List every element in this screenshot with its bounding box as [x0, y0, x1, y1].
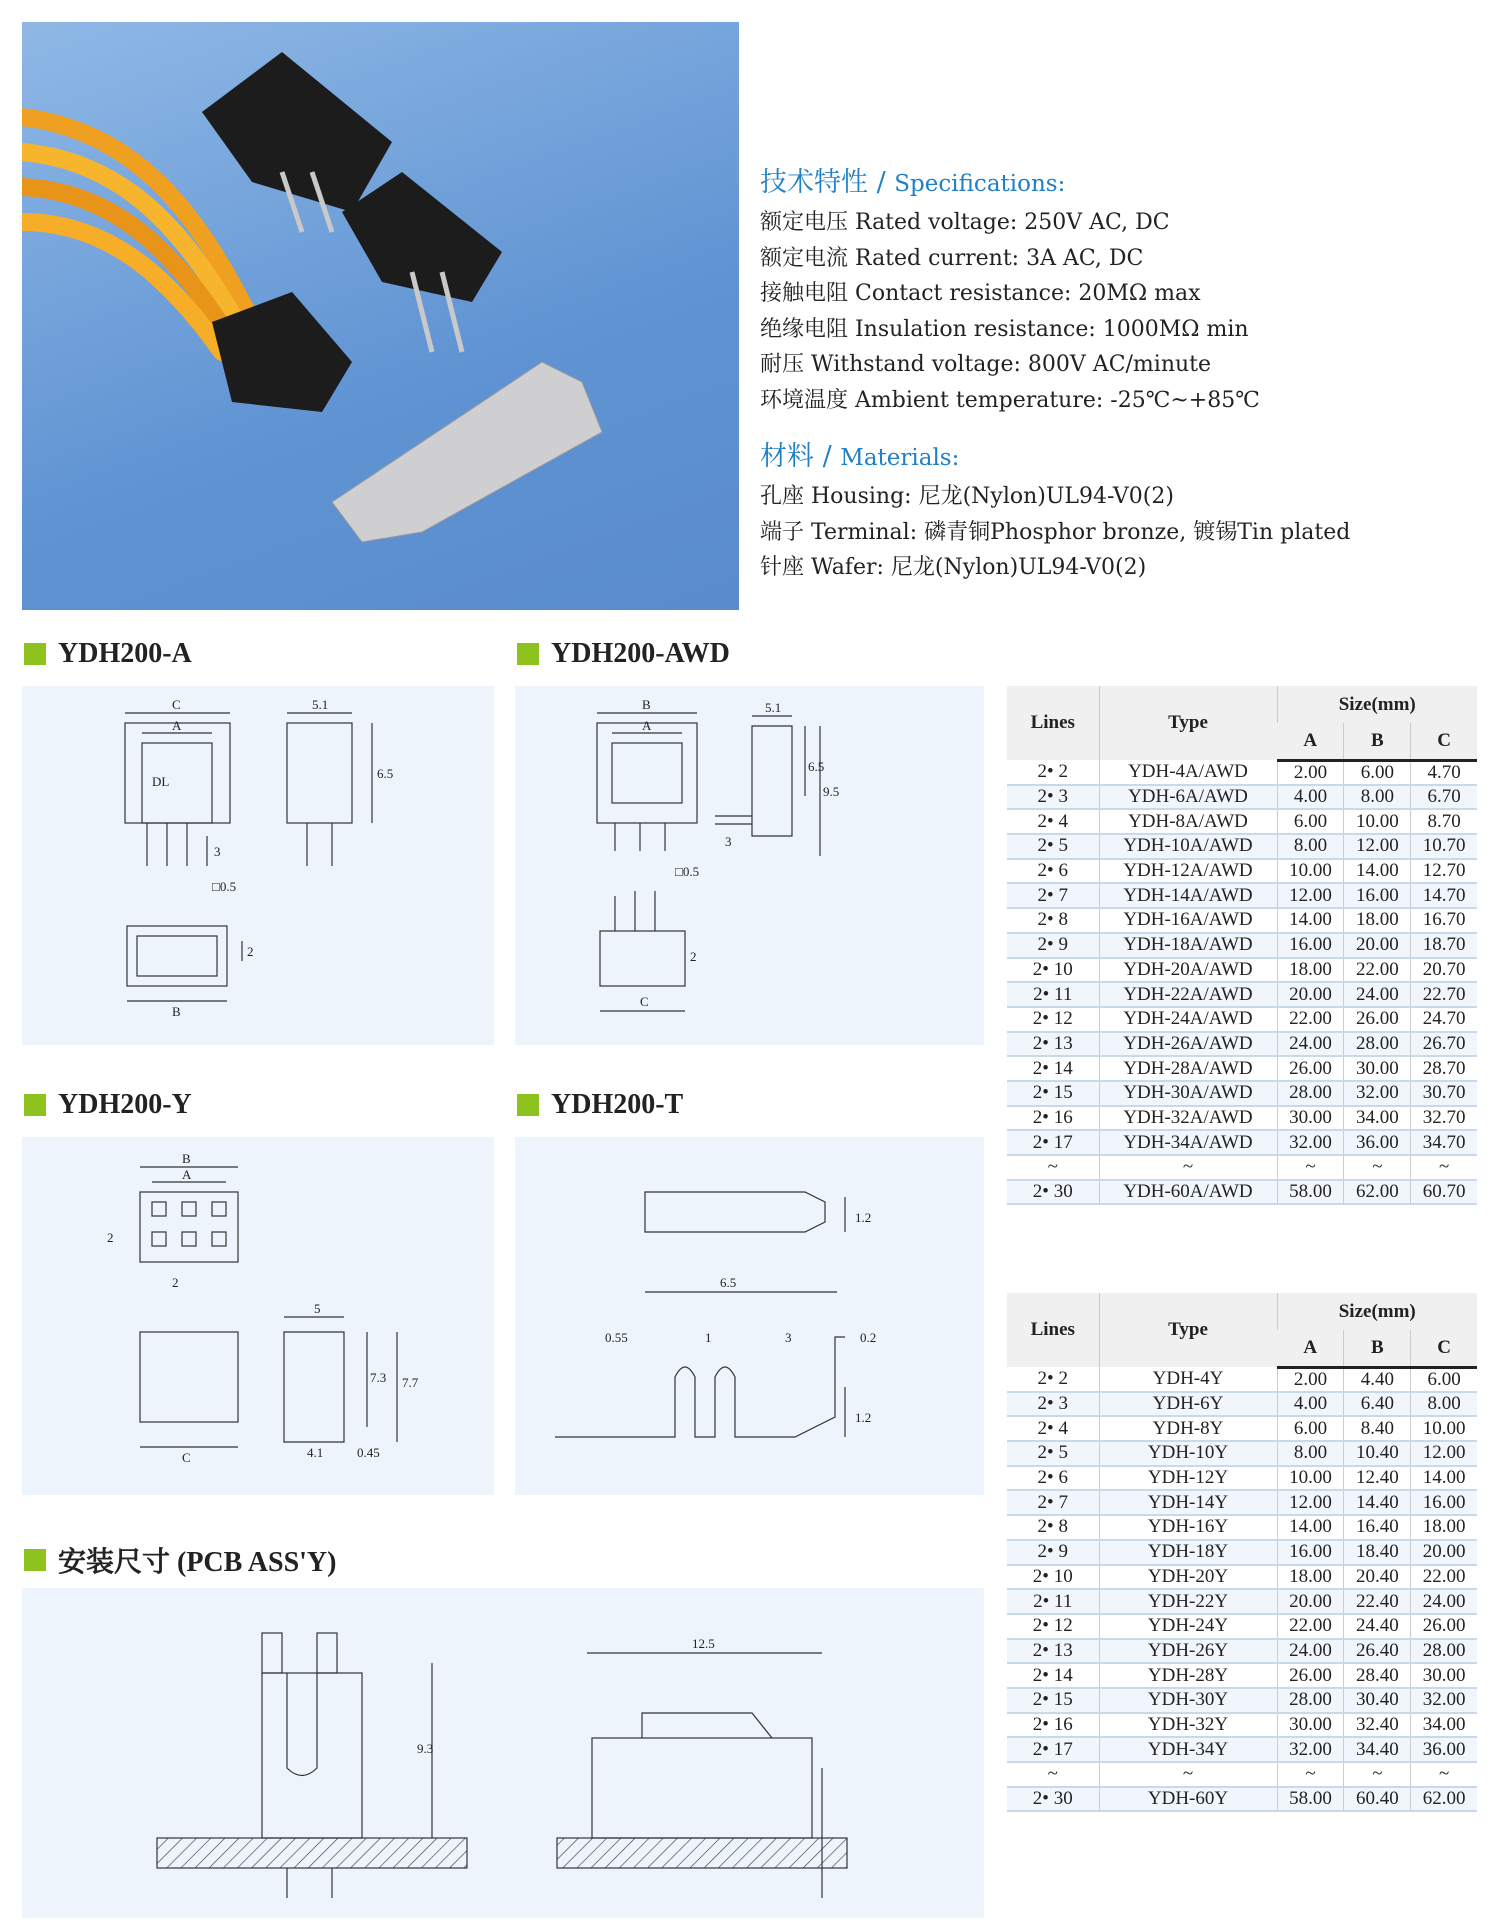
table-cell: YDH-28A/AWD	[1099, 1056, 1277, 1081]
table-cell: 24.00	[1344, 982, 1411, 1007]
table-cell: YDH-16Y	[1099, 1515, 1277, 1540]
drawing-ydh200-awd	[515, 686, 984, 1045]
table-cell: 22.00	[1277, 1007, 1344, 1032]
table-cell: 18.00	[1344, 908, 1411, 933]
table-cell: 6.00	[1277, 809, 1344, 834]
table-cell: 2• 5	[1007, 834, 1099, 859]
table-cell: 30.00	[1277, 1713, 1344, 1738]
table-row	[1007, 785, 1477, 810]
table-cell: 6.40	[1344, 1392, 1411, 1417]
table-cell: 58.00	[1277, 1180, 1344, 1205]
table-cell: 2• 13	[1007, 1032, 1099, 1057]
table-cell: 14.00	[1277, 908, 1344, 933]
dim-label: 1	[705, 1330, 712, 1345]
spec-item: 耐压 Withstand voltage: 800V AC/minute	[760, 352, 1212, 377]
table-cell: 32.00	[1411, 1688, 1477, 1713]
col-type: Type	[1099, 1293, 1277, 1367]
drawing-ydh200-a	[22, 686, 494, 1045]
table-cell: 30.70	[1411, 1081, 1477, 1106]
table-row	[1007, 1416, 1477, 1441]
table-cell: 20.70	[1411, 958, 1477, 983]
dim-label: 6.5	[808, 759, 825, 774]
table-cell: 18.70	[1411, 933, 1477, 958]
table-row	[1007, 1056, 1477, 1081]
table-cell: 24.00	[1411, 1589, 1477, 1614]
dim-label: A	[172, 718, 182, 733]
table-cell: YDH-6Y	[1099, 1392, 1277, 1417]
table-cell: 32.40	[1344, 1713, 1411, 1738]
table-cell: 60.40	[1344, 1787, 1411, 1812]
dim-label: C	[640, 994, 649, 1009]
bullet-square-icon	[24, 1094, 46, 1116]
col-a: A	[1277, 723, 1344, 760]
table-y-sizes	[1007, 1293, 1477, 1812]
table-row	[1007, 1540, 1477, 1565]
table-cell: 18.00	[1277, 958, 1344, 983]
table-cell: 2• 6	[1007, 859, 1099, 884]
table-row	[1007, 1007, 1477, 1032]
table-cell: 22.00	[1277, 1614, 1344, 1639]
table-cell: 24.40	[1344, 1614, 1411, 1639]
table-cell: 2• 4	[1007, 1416, 1099, 1441]
dim-label: DL	[152, 774, 170, 789]
table-cell: 4.40	[1344, 1367, 1411, 1392]
table-row	[1007, 1737, 1477, 1762]
table-cell: 8.00	[1277, 1441, 1344, 1466]
table-cell: YDH-12A/AWD	[1099, 859, 1277, 884]
table-cell: 2• 9	[1007, 1540, 1099, 1565]
table-cell: YDH-60A/AWD	[1099, 1180, 1277, 1205]
table-cell: 10.00	[1277, 859, 1344, 884]
table-cell: YDH-18A/AWD	[1099, 933, 1277, 958]
table-row	[1007, 1639, 1477, 1664]
table-row	[1007, 1762, 1477, 1787]
dim-label: B	[172, 1004, 181, 1019]
table-cell: 2• 10	[1007, 958, 1099, 983]
table-row	[1007, 982, 1477, 1007]
table-cell: 30.00	[1277, 1106, 1344, 1131]
dim-label: 3	[214, 844, 221, 859]
dim-label: 1.2	[855, 1210, 872, 1225]
table-cell: YDH-14Y	[1099, 1490, 1277, 1515]
bullet-square-icon	[24, 1549, 46, 1571]
table-cell: YDH-26Y	[1099, 1639, 1277, 1664]
table-cell: 16.00	[1277, 1540, 1344, 1565]
table-cell: 2• 3	[1007, 785, 1099, 810]
table-cell: YDH-4A/AWD	[1099, 760, 1277, 785]
spec-item: 接触电阻 Contact resistance: 20MΩ max	[760, 281, 1201, 306]
dim-label: 0.55	[605, 1330, 628, 1345]
table-cell: 34.70	[1411, 1130, 1477, 1155]
table-row	[1007, 1565, 1477, 1590]
table-row	[1007, 1155, 1477, 1180]
table-row	[1007, 1713, 1477, 1738]
section-title-pcb: 安装尺寸 (PCB ASS'Y)	[24, 1540, 336, 1580]
dim-label: 9.5	[823, 784, 840, 799]
table-cell: 14.00	[1411, 1466, 1477, 1491]
table-cell: 30.40	[1344, 1688, 1411, 1713]
table-cell: 28.00	[1344, 1032, 1411, 1057]
table-cell: 6.00	[1277, 1416, 1344, 1441]
drawing-ydh200-y	[22, 1137, 494, 1495]
dim-label: □0.5	[675, 864, 700, 879]
spec-item: 环境温度 Ambient temperature: -25℃~+85℃	[760, 387, 1260, 413]
table-cell: 2.00	[1277, 1367, 1344, 1392]
table-cell: YDH-26A/AWD	[1099, 1032, 1277, 1057]
dim-label: 2	[107, 1230, 114, 1245]
table-cell: 2• 7	[1007, 1490, 1099, 1515]
table-cell: ~	[1344, 1762, 1411, 1787]
dim-label: 4.1	[307, 1445, 324, 1460]
table-cell: YDH-12Y	[1099, 1466, 1277, 1491]
table-cell: 34.00	[1411, 1713, 1477, 1738]
table-cell: 24.00	[1277, 1032, 1344, 1057]
table-cell: 14.40	[1344, 1490, 1411, 1515]
col-a: A	[1277, 1330, 1344, 1367]
table-cell: 10.00	[1277, 1466, 1344, 1491]
material-item: 针座 Wafer: 尼龙(Nylon)UL94-V0(2)	[760, 555, 1147, 580]
table-cell: 60.70	[1411, 1180, 1477, 1205]
table-cell: 62.00	[1411, 1787, 1477, 1812]
dim-label: 2	[172, 1275, 179, 1290]
table-cell: YDH-18Y	[1099, 1540, 1277, 1565]
material-item: 孔座 Housing: 尼龙(Nylon)UL94-V0(2)	[760, 484, 1174, 509]
dim-label: 3	[725, 834, 732, 849]
table-row	[1007, 1787, 1477, 1812]
dim-label: 5.1	[765, 700, 782, 715]
table-cell: 28.00	[1277, 1688, 1344, 1713]
table-cell: YDH-30Y	[1099, 1688, 1277, 1713]
table-cell: YDH-16A/AWD	[1099, 908, 1277, 933]
table-cell: 24.00	[1277, 1639, 1344, 1664]
table-cell: 6.70	[1411, 785, 1477, 810]
table-cell: 32.00	[1277, 1130, 1344, 1155]
table-awd-sizes	[1007, 686, 1477, 1205]
section-title-awd: YDH200-AWD	[517, 638, 730, 670]
dim-label: 5.1	[312, 697, 329, 712]
dim-label: C	[182, 1450, 191, 1465]
table-row	[1007, 1367, 1477, 1392]
dim-label: 0.2	[860, 1330, 877, 1345]
table-cell: 12.40	[1344, 1466, 1411, 1491]
dim-label: B	[182, 1151, 191, 1166]
table-cell: 2• 15	[1007, 1081, 1099, 1106]
col-b: B	[1344, 1330, 1411, 1367]
table-cell: 22.00	[1411, 1565, 1477, 1590]
materials-heading: 材料 / Materials:	[760, 441, 960, 472]
table-cell: 6.00	[1344, 760, 1411, 785]
table-cell: YDH-4Y	[1099, 1367, 1277, 1392]
table-cell: YDH-34A/AWD	[1099, 1130, 1277, 1155]
table-cell: ~	[1411, 1155, 1477, 1180]
col-type: Type	[1099, 686, 1277, 760]
table-row	[1007, 1081, 1477, 1106]
table-cell: 4.00	[1277, 785, 1344, 810]
table-cell: 2• 10	[1007, 1565, 1099, 1590]
table-row	[1007, 1392, 1477, 1417]
table-cell: 4.70	[1411, 760, 1477, 785]
table-cell: 32.00	[1344, 1081, 1411, 1106]
dim-label: 5	[314, 1301, 321, 1316]
table-cell: 34.00	[1344, 1106, 1411, 1131]
col-size: Size(mm)	[1277, 1293, 1477, 1330]
table-cell: 2• 12	[1007, 1614, 1099, 1639]
dim-label: 1.2	[855, 1410, 872, 1425]
bullet-square-icon	[517, 643, 539, 665]
table-row	[1007, 834, 1477, 859]
bullet-square-icon	[24, 643, 46, 665]
table-cell: 26.00	[1344, 1007, 1411, 1032]
table-cell: 10.40	[1344, 1441, 1411, 1466]
table-cell: YDH-10Y	[1099, 1441, 1277, 1466]
table-cell: 2• 17	[1007, 1737, 1099, 1762]
table-cell: 2• 15	[1007, 1688, 1099, 1713]
table-cell: 2• 9	[1007, 933, 1099, 958]
drawing-ydh200-t	[515, 1137, 984, 1495]
table-cell: 26.00	[1277, 1663, 1344, 1688]
col-c: C	[1411, 1330, 1477, 1367]
dim-label: 9.3	[417, 1741, 434, 1756]
table-cell: 2• 11	[1007, 982, 1099, 1007]
table-cell: 16.00	[1344, 883, 1411, 908]
table-cell: ~	[1099, 1762, 1277, 1787]
table-cell: YDH-6A/AWD	[1099, 785, 1277, 810]
table-cell: 10.00	[1411, 1416, 1477, 1441]
table-cell: 10.00	[1344, 809, 1411, 834]
table-cell: YDH-24A/AWD	[1099, 1007, 1277, 1032]
table-cell: 10.70	[1411, 834, 1477, 859]
table-cell: 16.70	[1411, 908, 1477, 933]
table-cell: 14.70	[1411, 883, 1477, 908]
table-cell: 22.70	[1411, 982, 1477, 1007]
table-cell: YDH-30A/AWD	[1099, 1081, 1277, 1106]
dim-label: □0.5	[212, 879, 237, 894]
table-cell: ~	[1411, 1762, 1477, 1787]
section-title-a: YDH200-A	[24, 638, 192, 670]
table-row	[1007, 1106, 1477, 1131]
table-row	[1007, 1441, 1477, 1466]
table-cell: YDH-20A/AWD	[1099, 958, 1277, 983]
dim-label: A	[182, 1167, 192, 1182]
table-cell: YDH-22Y	[1099, 1589, 1277, 1614]
dim-label: A	[642, 718, 652, 733]
table-cell: 12.70	[1411, 859, 1477, 884]
table-cell: YDH-22A/AWD	[1099, 982, 1277, 1007]
table-cell: 26.70	[1411, 1032, 1477, 1057]
table-row	[1007, 809, 1477, 834]
table-row	[1007, 1180, 1477, 1205]
table-cell: 2• 2	[1007, 1367, 1099, 1392]
product-photo	[22, 22, 739, 610]
table-cell: 2• 14	[1007, 1663, 1099, 1688]
table-cell: 2• 16	[1007, 1106, 1099, 1131]
section-title-t: YDH200-T	[517, 1089, 683, 1121]
table-cell: 18.00	[1277, 1565, 1344, 1590]
table-cell: 22.00	[1344, 958, 1411, 983]
table-row	[1007, 1663, 1477, 1688]
table-row	[1007, 1490, 1477, 1515]
table-cell: YDH-8Y	[1099, 1416, 1277, 1441]
dim-label: 6.5	[720, 1275, 737, 1290]
table-cell: 12.00	[1344, 834, 1411, 859]
table-cell: 2• 17	[1007, 1130, 1099, 1155]
material-item: 端子 Terminal: 磷青铜Phosphor bronze, 镀锡Tin plated	[760, 519, 1351, 545]
table-cell: 2• 7	[1007, 883, 1099, 908]
col-lines: Lines	[1007, 1293, 1099, 1367]
table-cell: ~	[1344, 1155, 1411, 1180]
table-cell: 58.00	[1277, 1787, 1344, 1812]
table-cell: 18.00	[1411, 1515, 1477, 1540]
section-title-y: YDH200-Y	[24, 1089, 192, 1121]
table-cell: 2• 30	[1007, 1180, 1099, 1205]
table-cell: 16.00	[1277, 933, 1344, 958]
drawing-pcb-assembly	[22, 1588, 984, 1918]
table-cell: 30.00	[1344, 1056, 1411, 1081]
table-cell: 2• 8	[1007, 908, 1099, 933]
table-cell: 28.40	[1344, 1663, 1411, 1688]
table-cell: 36.00	[1411, 1737, 1477, 1762]
table-cell: 26.00	[1277, 1056, 1344, 1081]
table-cell: 2• 4	[1007, 809, 1099, 834]
table-cell: 26.00	[1411, 1614, 1477, 1639]
table-cell: 62.00	[1344, 1180, 1411, 1205]
table-row	[1007, 859, 1477, 884]
col-lines: Lines	[1007, 686, 1099, 760]
dim-label: 2	[247, 944, 254, 959]
table-cell: YDH-34Y	[1099, 1737, 1277, 1762]
bullet-square-icon	[517, 1094, 539, 1116]
dim-label: 12.5	[692, 1636, 715, 1651]
table-cell: 2• 11	[1007, 1589, 1099, 1614]
table-cell: 2• 16	[1007, 1713, 1099, 1738]
table-row	[1007, 1614, 1477, 1639]
table-cell: ~	[1007, 1762, 1099, 1787]
table-cell: ~	[1007, 1155, 1099, 1180]
table-cell: 20.40	[1344, 1565, 1411, 1590]
table-cell: 8.70	[1411, 809, 1477, 834]
col-b: B	[1344, 723, 1411, 760]
table-row	[1007, 1032, 1477, 1057]
col-c: C	[1411, 723, 1477, 760]
table-cell: 28.00	[1411, 1639, 1477, 1664]
col-size: Size(mm)	[1277, 686, 1477, 723]
table-cell: 2• 2	[1007, 760, 1099, 785]
table-cell: 8.00	[1411, 1392, 1477, 1417]
table-cell: 20.00	[1277, 982, 1344, 1007]
table-cell: 8.40	[1344, 1416, 1411, 1441]
table-cell: 2• 12	[1007, 1007, 1099, 1032]
table-cell: 16.40	[1344, 1515, 1411, 1540]
table-row	[1007, 1688, 1477, 1713]
dim-label: 7.7	[402, 1375, 419, 1390]
table-cell: ~	[1277, 1155, 1344, 1180]
table-cell: 30.00	[1411, 1663, 1477, 1688]
table-cell: YDH-32Y	[1099, 1713, 1277, 1738]
table-cell: ~	[1099, 1155, 1277, 1180]
table-cell: 2• 5	[1007, 1441, 1099, 1466]
table-cell: 32.00	[1277, 1737, 1344, 1762]
table-cell: 2.00	[1277, 760, 1344, 785]
dim-label: 0.45	[357, 1445, 380, 1460]
table-cell: YDH-32A/AWD	[1099, 1106, 1277, 1131]
table-row	[1007, 908, 1477, 933]
table-cell: YDH-14A/AWD	[1099, 883, 1277, 908]
table-cell: 32.70	[1411, 1106, 1477, 1131]
table-cell: 18.40	[1344, 1540, 1411, 1565]
table-row	[1007, 760, 1477, 785]
table-cell: YDH-60Y	[1099, 1787, 1277, 1812]
dim-label: 3	[785, 1330, 792, 1345]
dim-label: 2	[690, 949, 697, 964]
table-cell: YDH-10A/AWD	[1099, 834, 1277, 859]
table-cell: 6.00	[1411, 1367, 1477, 1392]
table-cell: 12.00	[1277, 1490, 1344, 1515]
spec-item: 额定电流 Rated current: 3A AC, DC	[760, 245, 1144, 271]
table-cell: 12.00	[1411, 1441, 1477, 1466]
table-cell: 2• 8	[1007, 1515, 1099, 1540]
table-cell: 2• 3	[1007, 1392, 1099, 1417]
table-row	[1007, 1466, 1477, 1491]
specifications	[760, 160, 1490, 586]
spec-item: 额定电压 Rated voltage: 250V AC, DC	[760, 210, 1170, 235]
table-cell: 26.40	[1344, 1639, 1411, 1664]
table-cell: 24.70	[1411, 1007, 1477, 1032]
table-row	[1007, 1589, 1477, 1614]
table-cell: 22.40	[1344, 1589, 1411, 1614]
dim-label: 6.5	[377, 766, 394, 781]
table-cell: YDH-24Y	[1099, 1614, 1277, 1639]
table-row	[1007, 1130, 1477, 1155]
table-cell: 2• 13	[1007, 1639, 1099, 1664]
table-cell: 2• 14	[1007, 1056, 1099, 1081]
table-row	[1007, 1515, 1477, 1540]
table-row	[1007, 933, 1477, 958]
specifications-heading: 技术特性 / Specifications:	[760, 167, 1066, 198]
table-cell: 8.00	[1277, 834, 1344, 859]
table-cell: 4.00	[1277, 1392, 1344, 1417]
table-cell: 28.00	[1277, 1081, 1344, 1106]
table-row	[1007, 958, 1477, 983]
table-cell: YDH-20Y	[1099, 1565, 1277, 1590]
dim-label: C	[172, 697, 181, 712]
table-cell: 34.40	[1344, 1737, 1411, 1762]
dim-label: 7.3	[370, 1370, 387, 1385]
table-row	[1007, 883, 1477, 908]
table-cell: 14.00	[1277, 1515, 1344, 1540]
table-cell: ~	[1277, 1762, 1344, 1787]
table-cell: 20.00	[1411, 1540, 1477, 1565]
table-cell: 16.00	[1411, 1490, 1477, 1515]
table-cell: 20.00	[1277, 1589, 1344, 1614]
dim-label: B	[642, 697, 651, 712]
table-cell: 2• 6	[1007, 1466, 1099, 1491]
table-cell: 2• 30	[1007, 1787, 1099, 1812]
table-cell: YDH-8A/AWD	[1099, 809, 1277, 834]
table-cell: 14.00	[1344, 859, 1411, 884]
table-cell: 28.70	[1411, 1056, 1477, 1081]
spec-item: 绝缘电阻 Insulation resistance: 1000MΩ min	[760, 316, 1249, 342]
table-cell: 20.00	[1344, 933, 1411, 958]
table-cell: 36.00	[1344, 1130, 1411, 1155]
table-cell: 8.00	[1344, 785, 1411, 810]
table-cell: YDH-28Y	[1099, 1663, 1277, 1688]
table-cell: 12.00	[1277, 883, 1344, 908]
